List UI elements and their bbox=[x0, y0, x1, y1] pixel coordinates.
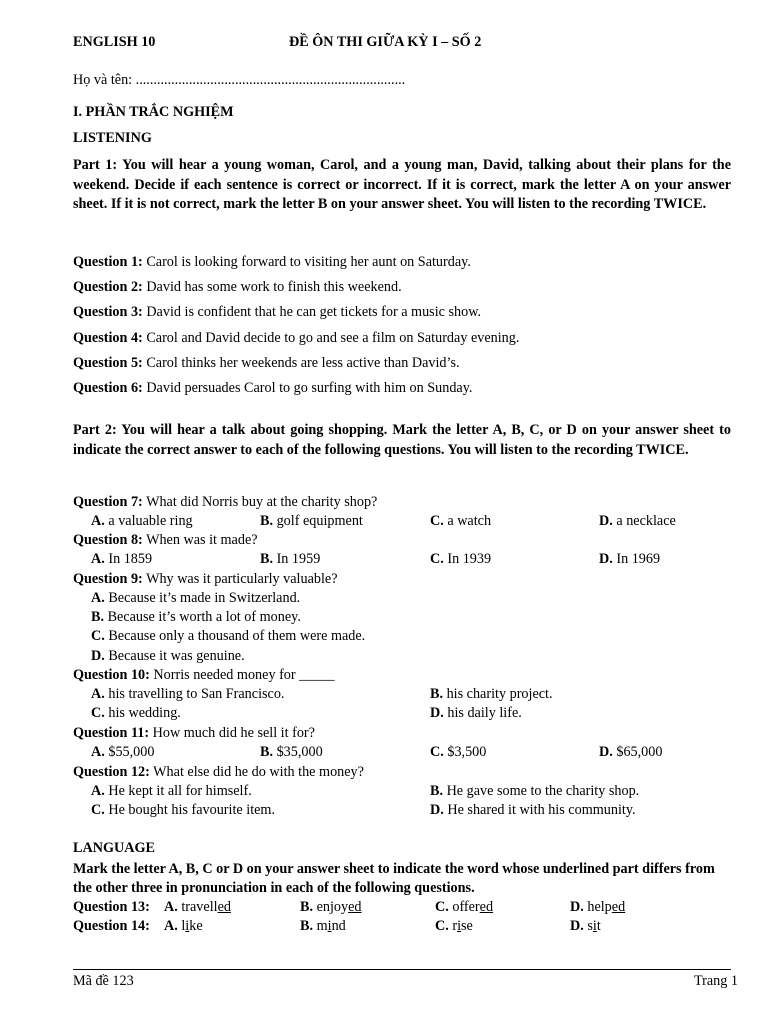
option-text: He gave some to the charity shop. bbox=[446, 783, 640, 799]
question-9 bbox=[73, 571, 338, 588]
question-text: Carol is looking forward to visiting her aunt on Saturday. bbox=[146, 254, 471, 270]
question-7 bbox=[73, 494, 377, 511]
option-key: D. bbox=[599, 551, 613, 567]
part1-instructions: Part 1: You will hear a young woman, Carol, and a young man, David, talking about their plans for the weekend. Decide if each sentence is correct or incorrect. If it is correct, mark the letter A on your answer sheet. If it is not correct, mark the letter B on your answer sheet. You will listen to the recording TWICE. bbox=[73, 157, 731, 212]
word-part: t bbox=[596, 918, 601, 934]
question-label: Question 3: bbox=[73, 304, 143, 320]
option-d bbox=[599, 744, 662, 761]
underlined-part: i bbox=[327, 918, 332, 934]
option-text: $65,000 bbox=[616, 744, 663, 760]
question-label: Question 6: bbox=[73, 380, 143, 396]
option-text: Because it was genuine. bbox=[108, 648, 245, 664]
word-part: se bbox=[461, 918, 473, 934]
option-text: golf equipment bbox=[276, 513, 363, 529]
option-b bbox=[260, 513, 363, 530]
option-key: D. bbox=[430, 705, 444, 721]
option-b bbox=[260, 744, 323, 761]
option-key: A. bbox=[91, 686, 105, 702]
question-label: Question 4: bbox=[73, 330, 143, 346]
option-key: B. bbox=[430, 686, 444, 702]
word-part: r bbox=[452, 918, 458, 934]
option-d bbox=[570, 918, 601, 935]
option-c bbox=[91, 705, 181, 722]
option-key: C. bbox=[430, 551, 444, 567]
underlined-part: i bbox=[592, 918, 597, 934]
option-a bbox=[91, 513, 193, 530]
language-heading: LANGUAGE bbox=[73, 840, 155, 856]
option-key: B. bbox=[260, 513, 274, 529]
word-part: enjoy bbox=[316, 899, 349, 915]
option-text: He bought his favourite item. bbox=[108, 802, 276, 818]
option-c bbox=[91, 802, 275, 819]
word-part: offer bbox=[452, 899, 480, 915]
option-text: Because it’s made in Switzerland. bbox=[108, 590, 301, 606]
listening-heading: LISTENING bbox=[73, 130, 152, 146]
word-part: nd bbox=[331, 918, 346, 934]
option-key: A. bbox=[91, 744, 105, 760]
option-b bbox=[430, 783, 639, 800]
option-key: D. bbox=[570, 918, 584, 934]
option-key: C. bbox=[91, 628, 105, 644]
underlined-part: ed bbox=[217, 899, 231, 915]
question-label: Question 5: bbox=[73, 355, 143, 371]
question-text: David persuades Carol to go surfing with him on Sunday. bbox=[146, 380, 473, 396]
question-label: Question 1: bbox=[73, 254, 143, 270]
option-a bbox=[164, 899, 231, 916]
question-4 bbox=[73, 330, 519, 347]
option-a bbox=[91, 783, 252, 800]
option-key: B. bbox=[91, 609, 105, 625]
underlined-part: i bbox=[457, 918, 462, 934]
option-text: In 1859 bbox=[108, 551, 153, 567]
question-3 bbox=[73, 304, 481, 321]
option-text: a watch bbox=[447, 513, 492, 529]
underlined-part: i bbox=[185, 918, 190, 934]
option-text: Because it’s worth a lot of money. bbox=[107, 609, 301, 625]
option-key: C. bbox=[91, 705, 105, 721]
question-8 bbox=[73, 532, 258, 549]
option-key: A. bbox=[91, 551, 105, 567]
question-13-label: Question 13: bbox=[73, 899, 150, 915]
option-a bbox=[164, 918, 203, 935]
option-key: B. bbox=[430, 783, 444, 799]
option-d bbox=[430, 705, 522, 722]
option-a bbox=[91, 686, 284, 703]
option-key: A. bbox=[164, 899, 178, 915]
option-text: $55,000 bbox=[108, 744, 155, 760]
option-text: In 1969 bbox=[616, 551, 661, 567]
option-key: D. bbox=[570, 899, 584, 915]
option-b bbox=[430, 686, 553, 703]
option-text: his travelling to San Francisco. bbox=[108, 686, 285, 702]
question-1 bbox=[73, 254, 471, 271]
question-12 bbox=[73, 764, 364, 781]
word-part: help bbox=[587, 899, 612, 915]
exam-code: Mã đề 123 bbox=[73, 973, 134, 989]
word-part: m bbox=[316, 918, 328, 934]
question-text: How much did he sell it for? bbox=[152, 725, 315, 741]
option-text: his wedding. bbox=[108, 705, 181, 721]
question-text: When was it made? bbox=[146, 532, 258, 548]
question-label: Question 7: bbox=[73, 494, 143, 510]
question-text: Carol and David decide to go and see a film on Saturday evening. bbox=[146, 330, 520, 346]
option-c bbox=[435, 918, 473, 935]
option-text: $35,000 bbox=[276, 744, 323, 760]
option-key: B. bbox=[260, 744, 274, 760]
option-d bbox=[430, 802, 636, 819]
option-text: $3,500 bbox=[447, 744, 487, 760]
section-heading: I. PHẦN TRẮC NGHIỆM bbox=[73, 104, 234, 120]
footer-divider bbox=[73, 969, 731, 970]
option-text: a necklace bbox=[616, 513, 676, 529]
option-key: A. bbox=[91, 590, 105, 606]
option-text: Because only a thousand of them were made. bbox=[108, 628, 366, 644]
word-part: s bbox=[587, 918, 593, 934]
subject-title: ENGLISH 10 bbox=[73, 34, 156, 50]
option-b bbox=[260, 551, 320, 568]
question-text: Norris needed money for _____ bbox=[153, 667, 335, 683]
question-label: Question 11: bbox=[73, 725, 150, 741]
option-key: B. bbox=[300, 918, 314, 934]
question-text: David has some work to finish this weekend. bbox=[146, 279, 402, 295]
question-text: Carol thinks her weekends are less active than David’s. bbox=[146, 355, 460, 371]
option-a bbox=[91, 551, 152, 568]
question-14-label: Question 14: bbox=[73, 918, 150, 934]
question-label: Question 10: bbox=[73, 667, 150, 683]
question-5 bbox=[73, 355, 460, 372]
option-key: B. bbox=[300, 899, 314, 915]
option-b bbox=[91, 609, 301, 626]
option-key: C. bbox=[430, 744, 444, 760]
option-a bbox=[91, 590, 300, 607]
option-d bbox=[599, 551, 660, 568]
question-6 bbox=[73, 380, 472, 397]
option-key: D. bbox=[599, 513, 613, 529]
page-number: Trang 1 bbox=[693, 973, 738, 989]
question-label: Question 8: bbox=[73, 532, 143, 548]
option-key: A. bbox=[91, 783, 105, 799]
underlined-part: ed bbox=[611, 899, 626, 915]
option-a bbox=[91, 744, 154, 761]
question-11 bbox=[73, 725, 315, 742]
option-text: his charity project. bbox=[446, 686, 553, 702]
word-part: travell bbox=[181, 899, 218, 915]
option-text: He shared it with his community. bbox=[447, 802, 636, 818]
question-2 bbox=[73, 279, 402, 296]
option-c bbox=[430, 744, 486, 761]
part2-instructions: Part 2: You will hear a talk about going shopping. Mark the letter A, B, C, or D on your answer sheet to indicate the correct answer to each of the following questions. You will listen to the recording TWICE. bbox=[73, 422, 731, 458]
question-text: What else did he do with the money? bbox=[153, 764, 364, 780]
question-label: Question 12: bbox=[73, 764, 150, 780]
option-text: In 1939 bbox=[447, 551, 492, 567]
option-d bbox=[570, 899, 625, 916]
student-name-line: Họ và tên: ............................................................................ bbox=[73, 72, 406, 88]
option-key: C. bbox=[435, 899, 449, 915]
option-text: In 1959 bbox=[276, 551, 321, 567]
question-label: Question 2: bbox=[73, 279, 143, 295]
option-c bbox=[91, 628, 365, 645]
question-10 bbox=[73, 667, 335, 684]
option-d bbox=[91, 648, 245, 665]
option-text: a valuable ring bbox=[108, 513, 193, 529]
underlined-part: ed bbox=[479, 899, 494, 915]
option-c bbox=[435, 899, 493, 916]
question-text: What did Norris buy at the charity shop? bbox=[146, 494, 378, 510]
option-d bbox=[599, 513, 676, 530]
exam-title: ĐỀ ÔN THI GIỮA KỲ I – SỐ 2 bbox=[289, 34, 482, 50]
question-text: Why was it particularly valuable? bbox=[146, 571, 338, 587]
option-text: his daily life. bbox=[447, 705, 522, 721]
option-key: B. bbox=[260, 551, 274, 567]
option-key: A. bbox=[91, 513, 105, 529]
option-key: C. bbox=[430, 513, 444, 529]
option-c bbox=[430, 513, 491, 530]
word-part: ke bbox=[189, 918, 203, 934]
option-b bbox=[300, 899, 362, 916]
option-key: A. bbox=[164, 918, 178, 934]
option-text: He kept it all for himself. bbox=[108, 783, 252, 799]
option-c bbox=[430, 551, 491, 568]
underlined-part: ed bbox=[348, 899, 362, 915]
option-key: C. bbox=[91, 802, 105, 818]
option-key: D. bbox=[91, 648, 105, 664]
question-label: Question 9: bbox=[73, 571, 143, 587]
option-key: D. bbox=[430, 802, 444, 818]
word-part: l bbox=[181, 918, 186, 934]
language-instructions: Mark the letter A, B, C or D on your answer sheet to indicate the word whose underlined part differs from the other three in pronunciation in each of the following questions. bbox=[73, 861, 715, 896]
question-text: David is confident that he can get tickets for a music show. bbox=[146, 304, 482, 320]
option-key: C. bbox=[435, 918, 449, 934]
option-b bbox=[300, 918, 346, 935]
option-key: D. bbox=[599, 744, 613, 760]
